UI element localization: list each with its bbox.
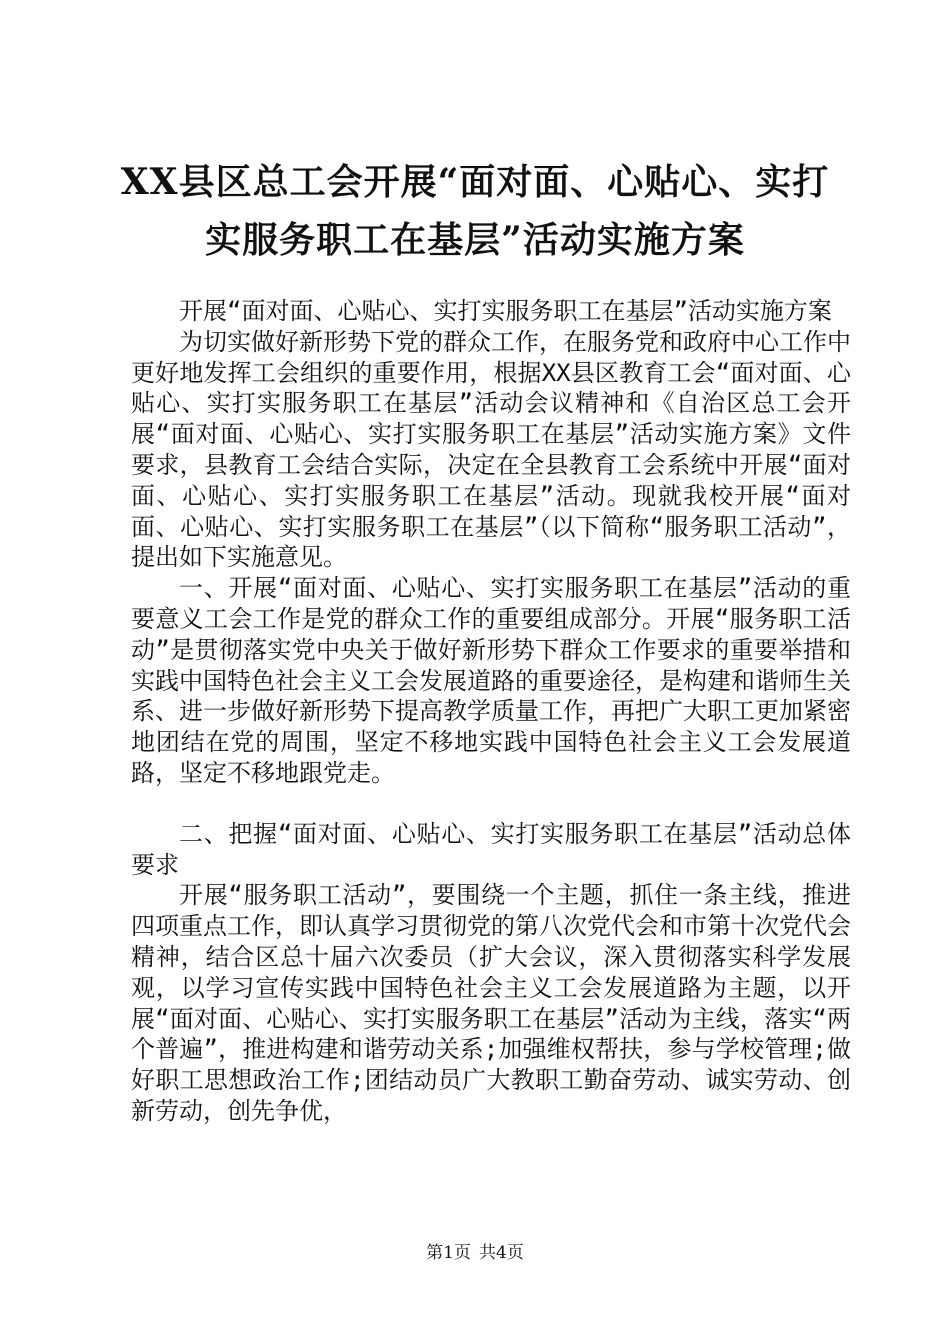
document-body	[131, 296, 851, 1127]
paragraph-intro: 为切实做好新形势下党的群众工作，在服务党和政府中心工作中更好地发挥工会组织的重要作用，根据XX县区教育工会“面对面、心贴心、实打实服务职工在基层”活动会议精神和《自治区总工会开展“面对面、心贴心、实打实服务职工在基层”活动实施方案》文件要求，县教育工会结合实际，决定在全县教育工会系统中开展“面对面、心贴心、实打实服务职工在基层”活动。现就我校开展“面对面、心贴心、实打实服务职工在基层”（以下简称“服务职工活动”，提出如下实施意见。	[131, 327, 851, 572]
paragraph-section-2-body: 开展“服务职工活动”，要围绕一个主题，抓住一条主线，推进四项重点工作，即认真学习贯彻党的第八次党代会和市第十次党代会精神，结合区总十届六次委员（扩大会议，深入贯彻落实科学发展观，以学习宣传实践中国特色社会主义工会发展道路为主题，以开展“面对面、心贴心、实打实服务职工在基层”活动为主线，落实“两个普遍”，推进构建和谐劳动关系;加强维权帮扶，参与学校管理;做好职工思想政治工作;团结动员广大教职工勤奋劳动、诚实劳动、创新劳动，创先争优，	[131, 881, 851, 1125]
document-title-line-1: XX县区总工会开展“面对面、心贴心、实打	[120, 161, 830, 203]
paragraph-section-1: 一、开展“面对面、心贴心、实打实服务职工在基层”活动的重要意义工会工作是党的群众工作的重要组成部分。开展“服务职工活动”是贯彻落实党中央关于做好新形势下群众工作要求的重要举措和实践中国特色社会主义工会发展道路的重要途径，是构建和谐师生关系、进一步做好新形势下提高教学质量工作，再把广大职工更加紧密地团结在党的周围，坚定不移地实践中国特色社会主义工会发展道路，坚定不移地跟党走。	[131, 574, 851, 787]
paragraph-section-2-heading: 二、把握“面对面、心贴心、实打实服务职工在基层”活动总体要求	[131, 819, 851, 879]
page-footer	[0, 1242, 950, 1264]
page-total: 共4页	[479, 1243, 524, 1263]
document-title-line-2: 实服务职工在基层”活动实施方案	[205, 219, 745, 261]
paragraph-subtitle: 开展“面对面、心贴心、实打实服务职工在基层”活动实施方案	[179, 297, 832, 325]
page-number: 第1页	[426, 1243, 471, 1263]
